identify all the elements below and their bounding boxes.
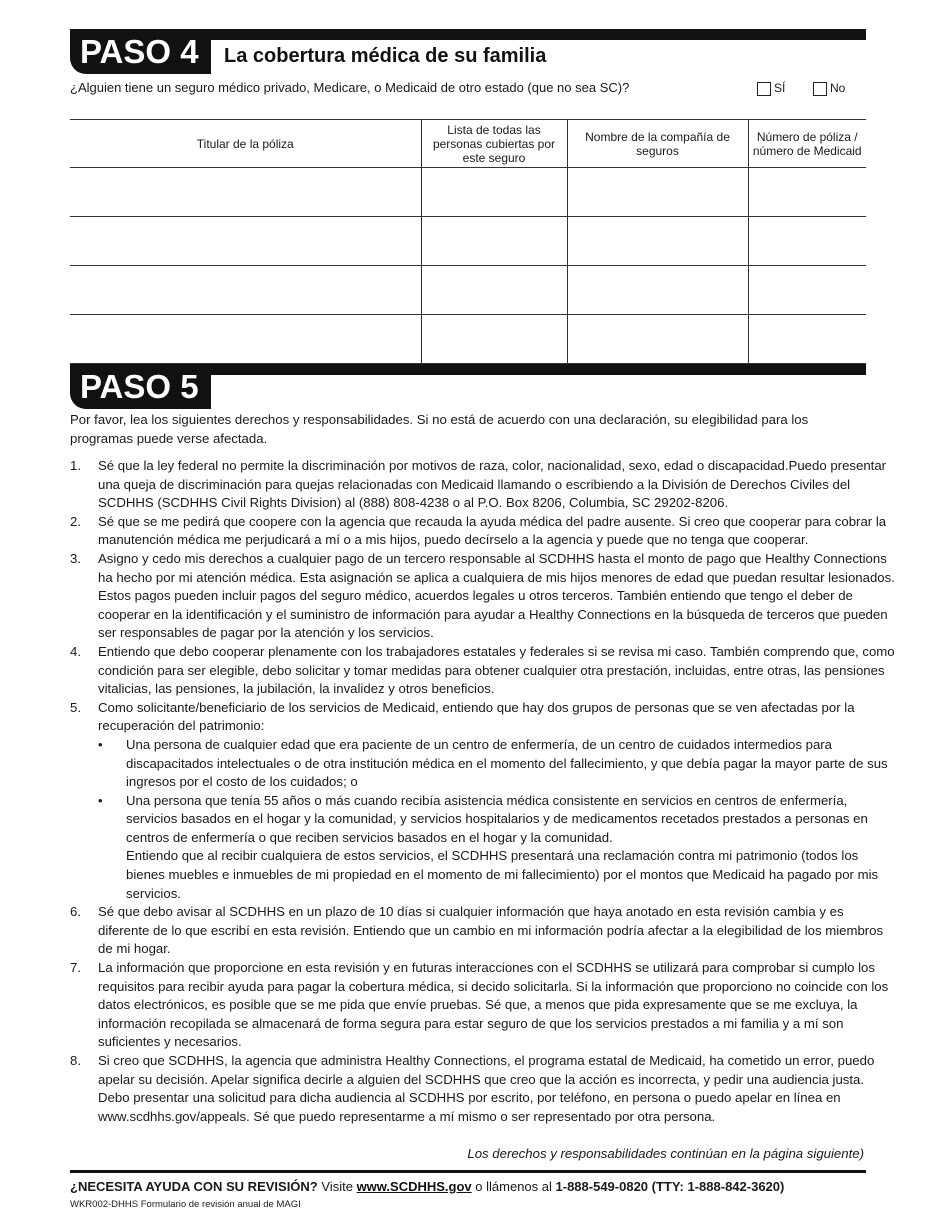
item-text: Como solicitante/beneficiario de los servicios de Medicaid, entiendo que hay dos grupos de personas que se ven afectadas por la recuperación del patrimonio: <box>98 699 855 734</box>
item-number: 8. <box>70 1053 81 1068</box>
insurance-company-cell[interactable] <box>567 168 748 217</box>
header-policy-number: Número de póliza / número de Medicaid <box>748 120 866 168</box>
table-row <box>70 168 866 217</box>
item-number: 4. <box>70 643 81 659</box>
covered-persons-cell[interactable] <box>421 315 567 364</box>
list-item <box>70 959 895 1052</box>
bullet-item <box>98 736 895 792</box>
bullet-marker: • <box>98 736 103 752</box>
policy-holder-cell[interactable] <box>70 168 421 217</box>
estate-recovery-bullets <box>98 736 895 903</box>
list-item <box>70 1052 895 1126</box>
item-text: Sé que se me pedirá que coopere con la agencia que recauda la ayuda médica del padre ausente. Si creo que cooperar para cobrar la manutención médica me perjudicará a mí o a mis hijos, puedo decírselo a la agencia y puede que no tenga que cooperar. <box>98 513 887 548</box>
step4-tab: PASO 4 <box>70 30 211 74</box>
list-item <box>70 513 895 550</box>
insurance-company-cell[interactable] <box>567 266 748 315</box>
list-item <box>70 699 895 904</box>
coverage-question: ¿Alguien tiene un seguro médico privado, Medicare, o Medicaid de otro estado (que no sea SC)? <box>70 80 630 95</box>
list-item <box>70 903 895 959</box>
covered-persons-cell[interactable] <box>421 217 567 266</box>
yes-label: SÍ <box>774 81 786 95</box>
no-label: No <box>830 81 846 95</box>
item-text: La información que proporcione en esta revisión y en futuras interacciones con el SCDHHS se utilizará para comprobar si cumplo los requisitos para recibir ayuda para pagar la cobertura médica, si decido solicitarla. Si la información que proporciono no coincide con los datos electrónicos, es posible que se me pida que envíe pruebas. Sé que, a menos que pida expresamente que se me excluya, la información recopilada se almacenará de forma segura para estar seguro de que los servicios prestados a mi familia y a mí son suficientes y necesarios. <box>98 960 889 1050</box>
policy-holder-cell[interactable] <box>70 217 421 266</box>
no-checkbox[interactable] <box>813 82 827 96</box>
form-id: WKR002-DHHS Formulario de revisión anual de MAGI <box>70 1199 301 1210</box>
item-text: Si creo que SCDHHS, la agencia que administra Healthy Connections, el programa estatal de Medicaid, ha cometido un error, puedo apelar su decisión. Apelar significa decirle a alguien del SCDHHS que creo que la acción es incorrecta, y pedir una audiencia justa. Debo presentar una solicitud para dicha audiencia al SCDHHS por escrito, por teléfono, en persona o puedo apelar en línea en www.scdhhs.gov/appeals. Sé que puedo representarme a mí mismo o ser representado por otra persona. <box>98 1053 875 1124</box>
covered-persons-cell[interactable] <box>421 266 567 315</box>
item-text: Asigno y cedo mis derechos a cualquier pago de un tercero responsable al SCDHHS hasta el monto de pago que Healthy Connections ha hecho por mi atención médica. Esta asignación se aplica a cualquiera de mis hijos menores de edad que puedan resultar lesionados. Estos pagos pueden incluir pagos del seguro médico, acuerdos legales u otros terceros. También entiendo que tengo el deber de cooperar en la identificación y el suministro de información para ayudar a Healthy Connections en la búsqueda de terceros que pueden ser responsables de pagar por la atención y los servicios. <box>98 550 895 641</box>
help-visit: Visite <box>321 1179 353 1194</box>
step4-title: La cobertura médica de su familia <box>224 45 547 67</box>
item-text: Sé que la ley federal no permite la discriminación por motivos de raza, color, nacionalidad, sexo, edad o discapacidad.Puedo presentar una queja de discriminación para quejas relacionadas con Medicaid llamando o escribiendo a la División de Derechos Civiles del SCDHHS (SCDHHS Civil Rights Division) al (888) 808-4238 o al P.O. Box 8206, Columbia, SC 29202-8206. <box>98 458 887 511</box>
covered-persons-cell[interactable] <box>421 168 567 217</box>
list-item <box>70 643 895 699</box>
policy-holder-cell[interactable] <box>70 266 421 315</box>
header-covered-persons: Lista de todas las personas cubiertas por este seguro <box>421 120 567 168</box>
insurance-company-cell[interactable] <box>567 217 748 266</box>
policy-number-cell[interactable] <box>748 266 866 315</box>
item-number: 1. <box>70 458 81 473</box>
item-number: 2. <box>70 513 81 529</box>
step5-intro: Por favor, lea los siguientes derechos y responsabilidades. Si no está de acuerdo con una declaración, su elegibilidad para los programas puede verse afectada. <box>70 412 809 446</box>
item-text: Sé que debo avisar al SCDHHS en un plazo de 10 días si cualquier información que haya anotado en esta revisión cambia y es diferente de lo que escribí en esta revisión. Entiendo que un cambio en mi información podría afectar a la elegibilidad de los miembros de mi hogar. <box>98 904 884 957</box>
bullet-text: Una persona que tenía 55 años o más cuando recibía asistencia médica consistente en servicios en centros de enfermería, servicios basados en el hogar y la comunidad, y servicios hospitalarios y de medicamentos recetados prestados a personas en centros de enfermería o que reciben servicios basados en el hogar y la comunidad. <box>126 792 868 845</box>
policy-holder-cell[interactable] <box>70 315 421 364</box>
help-call: o llámenos al <box>475 1179 552 1194</box>
step5-tab: PASO 5 <box>70 365 211 409</box>
policy-number-cell[interactable] <box>748 315 866 364</box>
table-row <box>70 217 866 266</box>
help-heading: ¿NECESITA AYUDA CON SU REVISIÓN? <box>70 1179 318 1194</box>
table-row <box>70 266 866 315</box>
rights-list <box>70 457 895 1126</box>
footer-rule <box>70 1170 866 1173</box>
bullet-marker: • <box>98 792 103 808</box>
header-insurance-company: Nombre de la compañía de seguros <box>567 120 748 168</box>
list-item <box>70 457 895 513</box>
bullet-text: Una persona de cualquier edad que era paciente de un centro de enfermería, de un centro de cuidados intermedios para discapacitados intelectuales o de otra institución médica en el momento del fallecimiento, y que debía pagar la mayor parte de sus ingresos por el costo de los cuidados; o <box>126 736 888 790</box>
policy-number-cell[interactable] <box>748 168 866 217</box>
list-item <box>70 550 895 643</box>
item-number: 7. <box>70 960 81 976</box>
coverage-table <box>70 119 866 364</box>
policy-number-cell[interactable] <box>748 217 866 266</box>
table-header-row <box>70 120 866 168</box>
insurance-company-cell[interactable] <box>567 315 748 364</box>
table-row <box>70 315 866 364</box>
bullet-item <box>98 792 895 904</box>
bullet-followup: Entiendo que al recibir cualquiera de estos servicios, el SCDHHS presentará una reclamación contra mi patrimonio (todos los bienes muebles e inmuebles de mi propiedad en el momento de mi fallecimiento) por el montos que Medicaid ha pagado por mis servicios. <box>126 848 879 901</box>
scdhhs-link[interactable]: www.SCDHHS.gov <box>356 1179 472 1194</box>
item-number: 3. <box>70 550 81 566</box>
help-line <box>70 1179 784 1194</box>
item-text: Entiendo que debo cooperar plenamente con los trabajadores estatales y federales si se revisa mi caso. También comprendo que, como condición para ser elegible, debo solicitar y tomar medidas para obtener cualquier otra prestación, incluidas, entre otras, las pensiones vitalicias, las pensiones, la jubilación, la invalidez y otros beneficios. <box>98 643 895 697</box>
yes-checkbox[interactable] <box>757 82 771 96</box>
continued-note: Los derechos y responsabilidades continúan en la página siguiente) <box>467 1146 864 1161</box>
header-policy-holder: Titular de la póliza <box>70 120 421 168</box>
help-phone: 1-888-549-0820 (TTY: 1-888-842-3620) <box>555 1179 785 1194</box>
item-number: 5. <box>70 699 81 715</box>
item-number: 6. <box>70 904 81 920</box>
